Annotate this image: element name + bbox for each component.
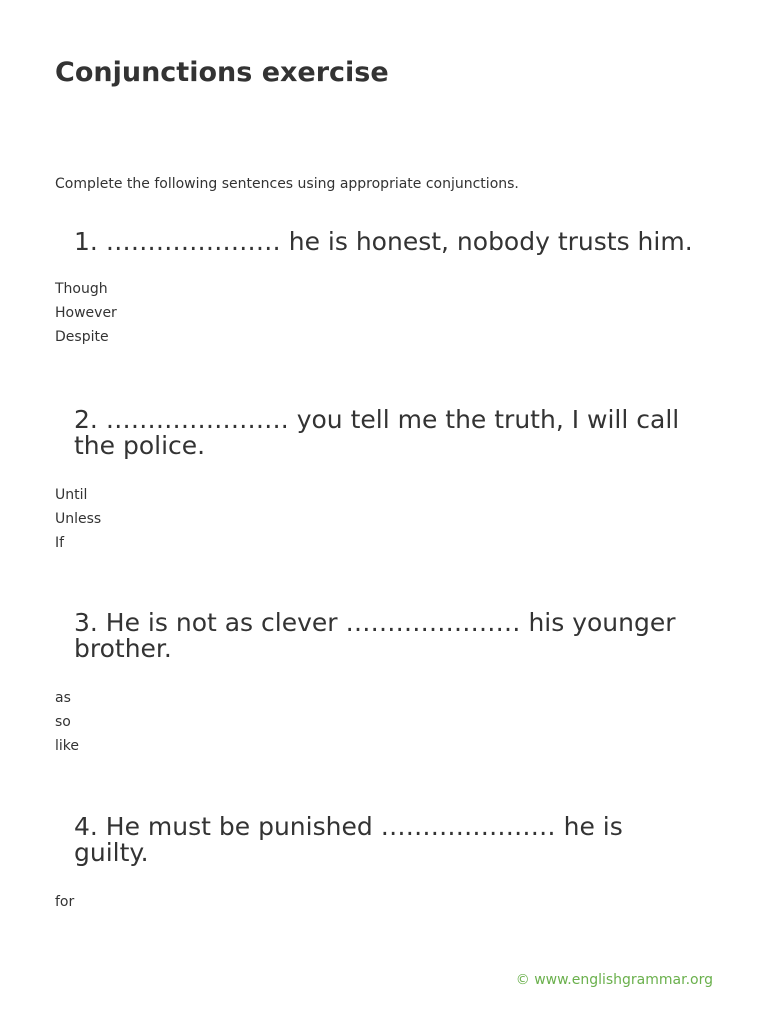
- option: so: [55, 714, 71, 730]
- option-list: [55, 686, 695, 758]
- question-3: [55, 610, 695, 758]
- option: Unless: [55, 511, 102, 527]
- option: as: [55, 690, 71, 706]
- option: If: [55, 535, 65, 551]
- option: However: [55, 305, 117, 321]
- question-4: [55, 814, 695, 914]
- footer-credit: © www.englishgrammar.org: [515, 972, 713, 988]
- page-title: Conjunctions exercise: [55, 57, 389, 88]
- option: Though: [55, 281, 108, 297]
- question-text: 4. He must be punished ………………… he is guilty.: [74, 812, 623, 867]
- question-1: [55, 229, 695, 349]
- option: Until: [55, 487, 88, 503]
- instructions: Complete the following sentences using appropriate conjunctions.: [55, 176, 519, 192]
- option-list: [55, 890, 695, 914]
- option-list: [55, 483, 695, 555]
- question-text: 1. ………………… he is honest, nobody trusts him.: [74, 227, 693, 256]
- question-text: 3. He is not as clever ………………… his younger brother.: [74, 608, 676, 663]
- option: like: [55, 738, 80, 754]
- question-2: [55, 407, 695, 555]
- option-list: [55, 277, 695, 349]
- option: for: [55, 894, 75, 910]
- question-text: 2. …………………. you tell me the truth, I will call the police.: [74, 405, 680, 460]
- option: Despite: [55, 329, 109, 345]
